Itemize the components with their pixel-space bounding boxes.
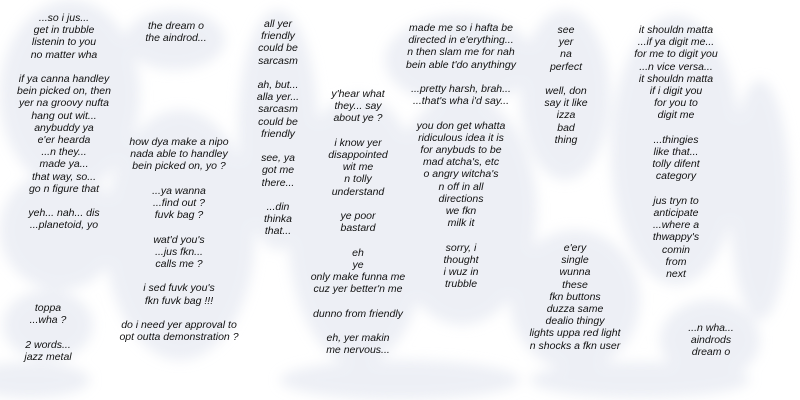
haze-blob <box>530 362 750 398</box>
verse-column-7: made me so i hafta be directed in e'erything... n then slam me for nah bein able t'do anythingy ...pretty harsh, brah... ...that's wha i'd say... you don get whatta ridiculous idea it is for anybuds to be mad atcha's, etc o angry witcha's n off in all directions we fkn milk it sorry, i thought i wuz in trubble <box>405 22 516 291</box>
verse-column-11: ...n wha... aindrods dream o <box>688 322 734 359</box>
verse-column-3: the dream o the aindrod... <box>145 20 207 45</box>
haze-blob <box>280 360 520 400</box>
haze-blob <box>0 362 90 398</box>
verse-column-10: it shouldn matta ...if ya digit me... for me to digit you ...n vice versa... it shouldn matta if i digit you for you to digit me ...thingies like that... tolly difent category jus tryn to anticipate ...where a thwappy's comin from next <box>634 24 718 281</box>
haze-blob <box>730 80 790 320</box>
verse-column-2: toppa ...wha ? 2 words... jazz metal <box>24 302 72 363</box>
verse-column-5: all yer friendly could be sarcasm ah, but... alla yer... sarcasm could be friendly see, ya got me there... ...din thinka that... <box>256 18 300 238</box>
verse-column-8: see yer na perfect well, don say it like izza bad thing <box>544 24 588 146</box>
verse-column-4: how dya make a nipo nada able to handley bein picked on, yo ? ...ya wanna ...find out ? fuvk bag ? wat'd you's ...jus fkn... calls me ? i sed fuvk you's fkn fuvk bag !!! do i need yer approval to opt outta demonstration ? <box>119 136 239 344</box>
verse-column-9: e'ery single wunna these fkn buttons duzza same dealio thingy lights uppa red light n shocks a fkn user <box>529 242 621 352</box>
verse-column-1: ...so i jus... get in trubble listenin to you no matter wha if ya canna handley bein picked on, then yer na groovy nufta hang out wit... anybuddy ya e'er hearda ...n they... made ya... that way, so... go n figure that yeh... nah... dis ...planetoid, yo <box>17 12 111 232</box>
verse-column-6: y'hear what they... say about ye ? i know yer disappointed wit me n tolly understand ye poor bastard eh ye only make funna me cuz yer better'n me dunno from friendly eh, yer makin me nervous... <box>310 88 406 357</box>
